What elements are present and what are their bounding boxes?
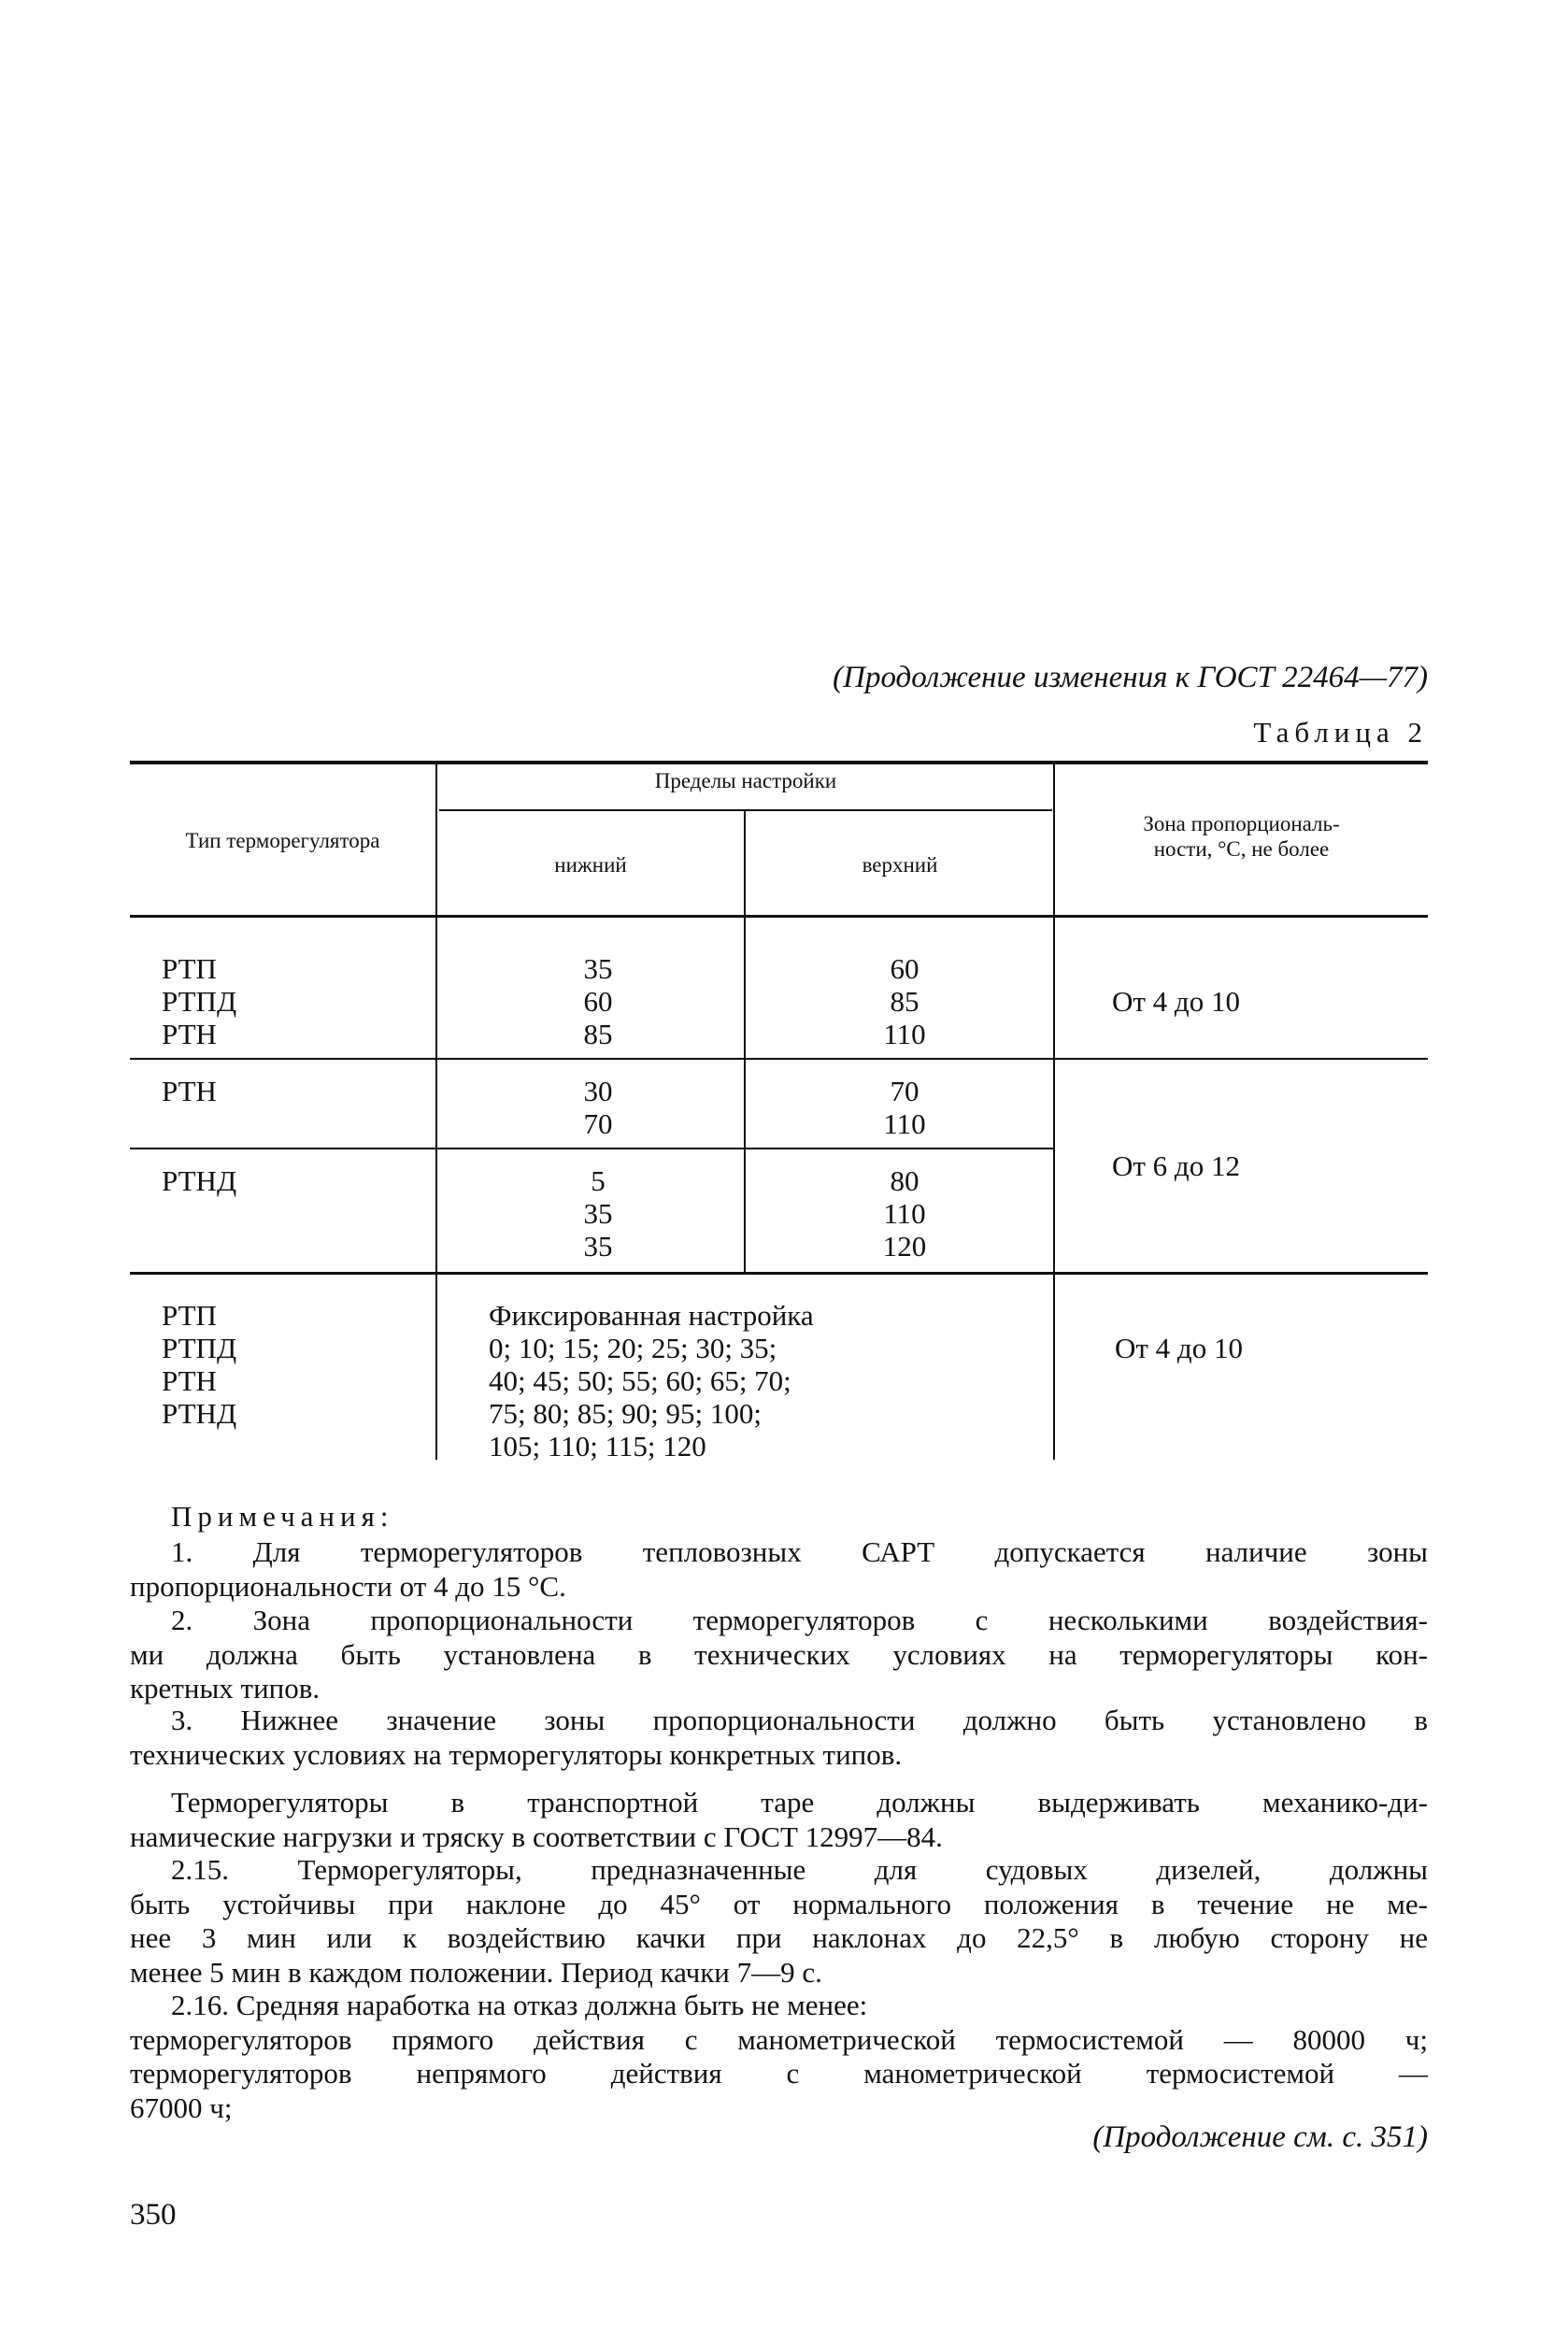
type-cell <box>162 1164 236 1197</box>
header-bottom-rule <box>130 915 1428 918</box>
text-line: 67000 ч; <box>130 2090 233 2124</box>
paragraph-transport <box>130 1786 1428 1854</box>
text-line: 2.16. Средняя наработка на отказ должна быть не менее: <box>171 1989 868 2021</box>
fixed-setting-line: 40; 45; 50; 55; 60; 65; 70; <box>489 1364 791 1397</box>
text-line: Терморегуляторы в транспортной таре должны выдерживать механико-ди- <box>171 1786 1428 1819</box>
notes-title: Примечания: <box>171 1500 394 1533</box>
lower-value: 5 <box>591 1164 606 1197</box>
header-limits: Пределы настройки <box>654 769 837 792</box>
type-value: РТНД <box>162 1164 237 1197</box>
upper-value: 60 <box>890 952 919 985</box>
upper-value: 110 <box>883 1107 926 1140</box>
type-value: РТП <box>162 1299 217 1332</box>
type-value: РТН <box>162 1075 217 1107</box>
text-line: терморегуляторов непрямого действия с манометрической термосистемой — <box>130 2057 1428 2090</box>
zone-value: От 4 до 10 <box>1115 1332 1243 1364</box>
upper-value: 110 <box>883 1197 926 1230</box>
header-sub-rule <box>439 809 1052 811</box>
note-1 <box>130 1535 1428 1604</box>
text-line: пропорциональности от 4 до 15 °С. <box>130 1569 566 1603</box>
text-line: менее 5 мин в каждом положении. Период качки 7—9 с. <box>130 1955 822 1989</box>
type-cell <box>162 1299 236 1430</box>
text-line: 2.15. Терморегуляторы, предназначенные для судовых дизелей, должны <box>171 1853 1428 1886</box>
lower-value: 35 <box>583 1197 613 1230</box>
fixed-setting-cell <box>489 1299 814 1462</box>
header-type: Тип терморегулятора <box>185 829 380 852</box>
paragraph-2-15 <box>130 1853 1428 1990</box>
paragraph-2-16 <box>130 1989 1428 2125</box>
lower-value: 30 <box>583 1075 613 1107</box>
text-line: кретных типов. <box>130 1672 321 1705</box>
fixed-setting-line: 105; 110; 115; 120 <box>489 1430 706 1462</box>
upper-value: 110 <box>883 1018 926 1050</box>
page-number: 350 <box>130 2198 177 2232</box>
row-rule <box>130 1058 1428 1060</box>
text-line: ми должна быть установлена в технических условиях на терморегуляторы кон- <box>130 1637 1428 1671</box>
zone-value: От 4 до 10 <box>1112 985 1240 1018</box>
upper-cell <box>830 1164 979 1263</box>
upper-value: 85 <box>890 985 919 1018</box>
zone-value: От 6 до 12 <box>1112 1149 1240 1182</box>
lower-cell <box>523 1075 673 1140</box>
text-line: 1. Для терморегуляторов тепловозных САРТ допускается наличие зоны <box>171 1535 1428 1568</box>
type-value: РТПД <box>162 1332 237 1364</box>
upper-value: 80 <box>890 1164 919 1197</box>
row-rule <box>130 1272 1428 1275</box>
header-lower: нижний <box>554 853 627 877</box>
upper-cell <box>830 952 979 1050</box>
lower-value: 60 <box>583 985 613 1018</box>
type-value: РТП <box>162 952 217 985</box>
type-cell <box>162 952 236 1050</box>
header-zone <box>1055 811 1428 862</box>
header-zone-line: Зона пропорциональ- <box>1143 812 1340 835</box>
type-value: РТН <box>162 1364 217 1397</box>
table-top-rule <box>130 761 1428 764</box>
text-line: 3. Нижнее значение зоны пропорциональности должно быть установлено в <box>171 1704 1428 1736</box>
table-label: Таблица 2 <box>1253 716 1428 749</box>
fixed-setting-line: 0; 10; 15; 20; 25; 30; 35; <box>489 1332 777 1364</box>
type-cell <box>162 1075 217 1107</box>
upper-value: 120 <box>882 1230 927 1263</box>
lower-cell <box>523 952 673 1050</box>
fixed-setting-line: Фиксированная настройка <box>489 1299 814 1332</box>
lower-value: 70 <box>583 1107 613 1140</box>
note-2 <box>130 1604 1428 1706</box>
lower-cell <box>523 1164 673 1263</box>
upper-value: 70 <box>890 1075 919 1107</box>
row-rule <box>130 1148 1054 1149</box>
type-value: РТН <box>162 1018 217 1050</box>
continuation-header: (Продолжение изменения к ГОСТ 22464—77) <box>833 661 1428 694</box>
text-line: быть устойчивы при наклоне до 45° от нормального положения в течение не ме- <box>130 1887 1428 1920</box>
lower-value: 35 <box>583 1230 613 1263</box>
header-upper: верхний <box>862 853 938 877</box>
text-line: нее 3 мин или к воздействию качки при наклонах до 22,5° в любую сторону не <box>130 1921 1428 1954</box>
column-divider <box>744 811 746 1273</box>
lower-value: 85 <box>583 1018 613 1050</box>
text-line: технических условиях на терморегуляторы конкретных типов. <box>130 1737 903 1771</box>
text-line: терморегуляторов прямого действия с манометрической термосистемой — 80000 ч; <box>130 2022 1428 2056</box>
lower-value: 35 <box>583 952 613 985</box>
fixed-setting-line: 75; 80; 85; 90; 95; 100; <box>489 1397 762 1430</box>
type-value: РТПД <box>162 985 237 1018</box>
type-value: РТНД <box>162 1397 237 1430</box>
header-zone-line: ности, °С, не более <box>1153 837 1330 861</box>
text-line: 2. Зона пропорциональности терморегуляторов с несколькими воздействия- <box>171 1604 1428 1636</box>
note-3 <box>130 1704 1428 1772</box>
text-line: намические нагрузки и тряску в соответствии с ГОСТ 12997—84. <box>130 1819 943 1853</box>
upper-cell <box>830 1075 979 1140</box>
continuation-footer: (Продолжение см. с. 351) <box>1092 2120 1428 2154</box>
